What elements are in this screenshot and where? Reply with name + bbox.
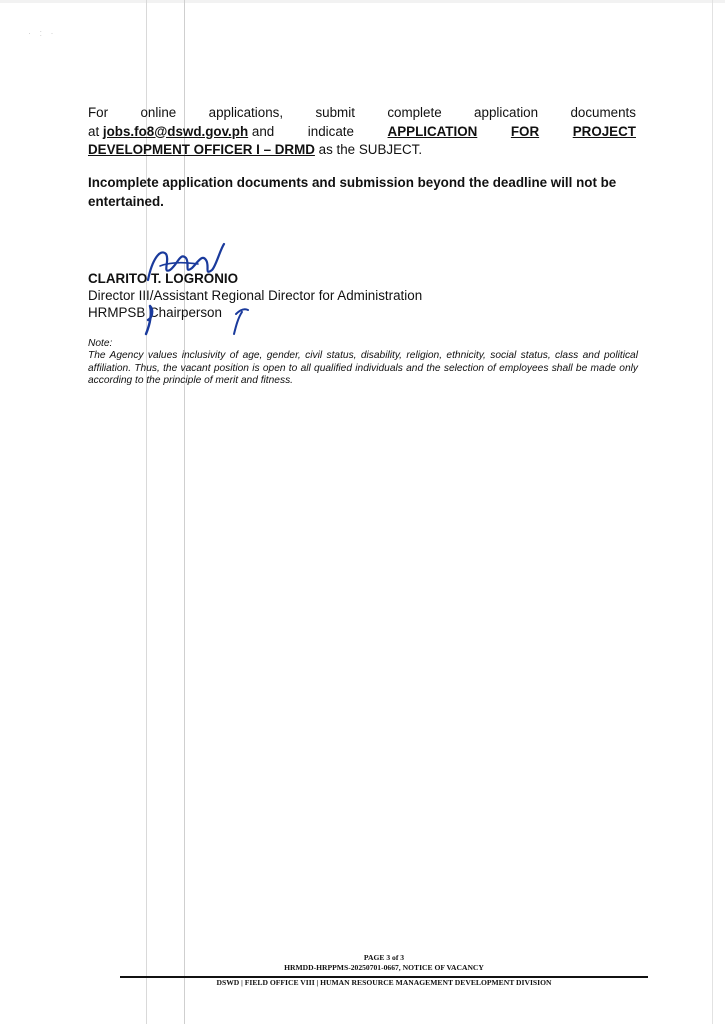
email-link[interactable]: jobs.fo8@dswd.gov.ph [102,123,249,139]
handwritten-signature [140,240,230,288]
deadline-warning: Incomplete application documents and submission beyond the deadline will not be entertained. [88,175,617,209]
page-number: PAGE 3 of 3 [363,953,405,962]
scan-artifact-edge [712,0,713,1024]
page-footer [120,953,648,973]
scan-artifact-top [0,0,725,3]
note-text: The Agency values inclusivity of age, gender, civil status, disability, religion, ethnicity, social status, class and political affiliation. Thus, the vacant position is open to all qualified individuals and the selection of employees shall be made only according to the principle of merit and fitness. [88,350,638,386]
signatory-title: Director III/Assistant Regional Director for Administration [88,288,423,303]
footer-office: DSWD | FIELD OFFICE VIII | HUMAN RESOURCE MANAGEMENT DEVELOPMENT DIVISION [216,978,552,987]
signatory-name: CLARITO T. LOGRONIO [88,271,239,286]
subject-line: APPLICATION [387,123,478,139]
handwritten-initials [140,298,250,338]
inclusivity-note [88,338,638,387]
position-title: DEVELOPMENT OFFICER I – DRMD [88,142,315,157]
paragraph-line-3: DEVELOPMENT OFFICER I – DRMD as the SUBJECT. [88,142,423,157]
signatory-role: HRMPSB Chairperson [88,305,222,320]
online-application-paragraph [88,104,636,160]
paragraph-line-1: For online applications, submit complete application documents [88,105,636,120]
signature-block [88,270,422,321]
document-reference: HRMDD-HRPPMS-20250701-0667, NOTICE OF VACANCY [284,963,484,972]
note-label: Note: [88,338,113,349]
scan-specks: · : · [28,28,57,38]
paragraph-line-2: at jobs.fo8@dswd.gov.ph and indicate APPLICATION FOR PROJECT [88,123,636,142]
